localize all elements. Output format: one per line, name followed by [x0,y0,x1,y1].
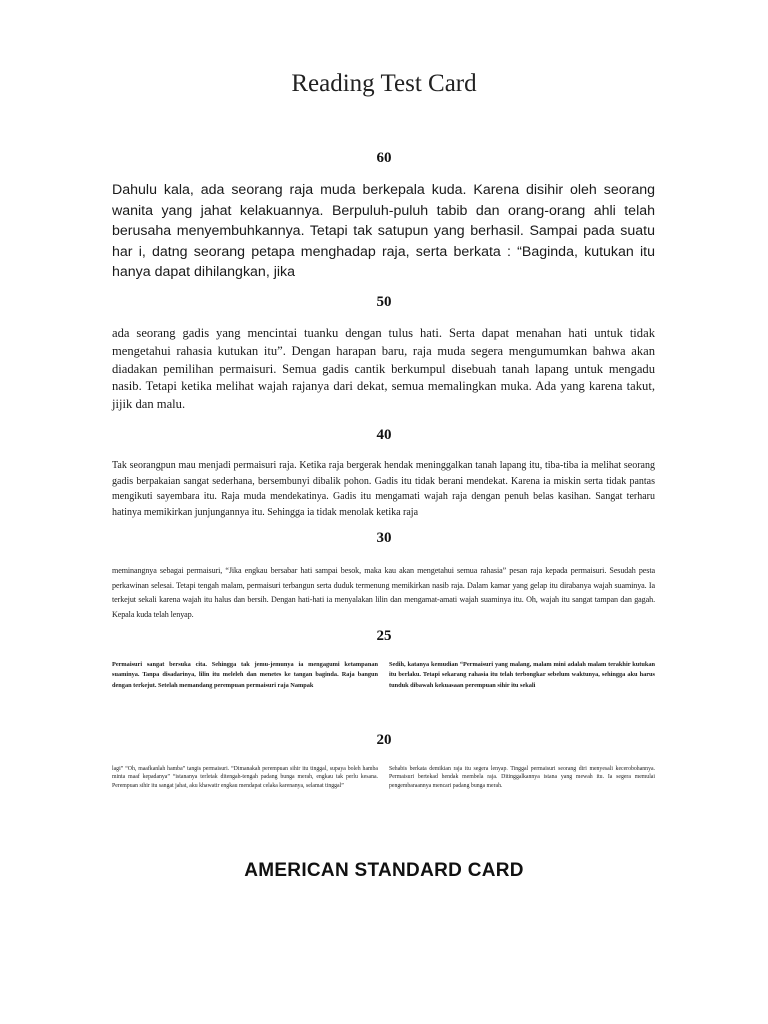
paragraph-size-60: Dahulu kala, ada seorang raja muda berkepala kuda. Karena disihir oleh seorang wanita yang jahat kelakuannya. Berpuluh-puluh tabib dan orang-orang ahli telah berusaha menyembuhkannya. Tetapi tak satupun yang berhasil. Sampai pada suatu har i, datng seorang petapa menghadap raja, serta berkata : “Baginda, kutukan itu hanya dapat dihilangkan, jika [112,182,655,280]
size-label-50: 50 [376,294,392,310]
paragraph-size-50: ada seorang gadis yang mencintai tuanku dengan tulus hati. Serta dapat menahan hati untuk tidak mengetahui rahasia kutukan itu”. Dengan harapan baru, raja muda segera mengumumkan bahwa akan diadakan pemilihan permaisuri. Semua gadis cantik berkumpul disebuah tanah lapang untuk mengadu nasib. Tetapi ketika melihat wajah rajanya dari dekat, semua memalingkan muka. Ada yang karena takut, jijik dan malu. [112,326,655,412]
size-label-40: 40 [376,427,392,443]
paragraph-size-25-right: Sedih, katanya kemudian “Permaisuri yang malang, malam mini adalah malam terakhir kutukan itu berlaku. Tetapi sekarang rahasia itu telah terbongkar sebelum waktunya, sehingga aku harus tunduk dibawah kekuasaan perempuan sihir itu sekali [389,661,655,689]
paragraph-size-20-right: Sehabis berkata demikian raja itu segera lenyap. Tinggal permaisuri seorang diri menyesali kecerobohannya. Permaisuri bertekad hendak membela raja. Ditinggalkannya istana yang mewah itu. Ia segera memulai pengembaraannya mencari padang bunga merah. [389,766,655,789]
size-label-20: 20 [376,732,392,748]
page-title: Reading Test Card [291,70,477,97]
paragraph-size-20-left: lagi” “Oh, maafkanlah hamba” tangis permaisuri. “Dimanakah perempuan sihir itu tinggal, supaya boleh hamba minta maaf kepadanya” “istananya terletak ditengah-tengah padang bunga merah, engkau tak perlu kesana. Perempuan sihir itu sangat jahat, aku khawatir engkau mendapat celaka karenanya, selamat tinggal” [112,766,378,789]
size-label-30: 30 [376,530,392,546]
size-label-60: 60 [376,150,392,166]
paragraph-size-30: meminangnya sebagai permaisuri, “Jika engkau bersabar hati sampai besok, maka kau akan mengetahui semua rahasia” pesan raja kepada permaisuri. Sesudah pesta perkawinan selesai. Tetapi tengah malam, permaisuri terbangun serta duduk termenung memikirkan nasib raja. Dalam kamar yang gelap itu dirabanya wajah suaminya. Ia terkejut sekali karena wajah itu halus dan bersih. Dengan hati-hati ia menyalakan lilin dan mengamat-amati wajah suaminya itu. Oh, wajah itu sangat tampan dan gagah. Kepala kuda telah lenyap. [112,566,655,619]
size-label-25: 25 [376,628,392,644]
footer-title: AMERICAN STANDARD CARD [244,860,524,881]
paragraph-size-25-left: Permaisuri sangat bersuka cita. Sehingga tak jemu-jemunya ia mengagumi ketampanan suaminya. Tanpa disadarinya, lilin itu meleleh dan menetes ke tangan baginda. Raja bangun dengan terkejut. Setelah memandang perempuan permaisuri raja Nampak [112,661,378,689]
paragraph-size-40: Tak seorangpun mau menjadi permaisuri raja. Ketika raja bergerak hendak meninggalkan tanah lapang itu, tiba-tiba ia melihat seorang gadis berpakaian sangat sederhana, bersembunyi dibalik pohon. Gadis itu tidak berani mendekat. Karena ia miskin serta tidak pantas mengikuti sayembara itu. Raja muda mendekatinya. Gadis itu mengamati wajah raja dengan penuh belas kasihan. Sangat terharu hatinya memikirkan junjungannya itu. Sehingga ia tidak menolak ketika raja [112,460,655,518]
